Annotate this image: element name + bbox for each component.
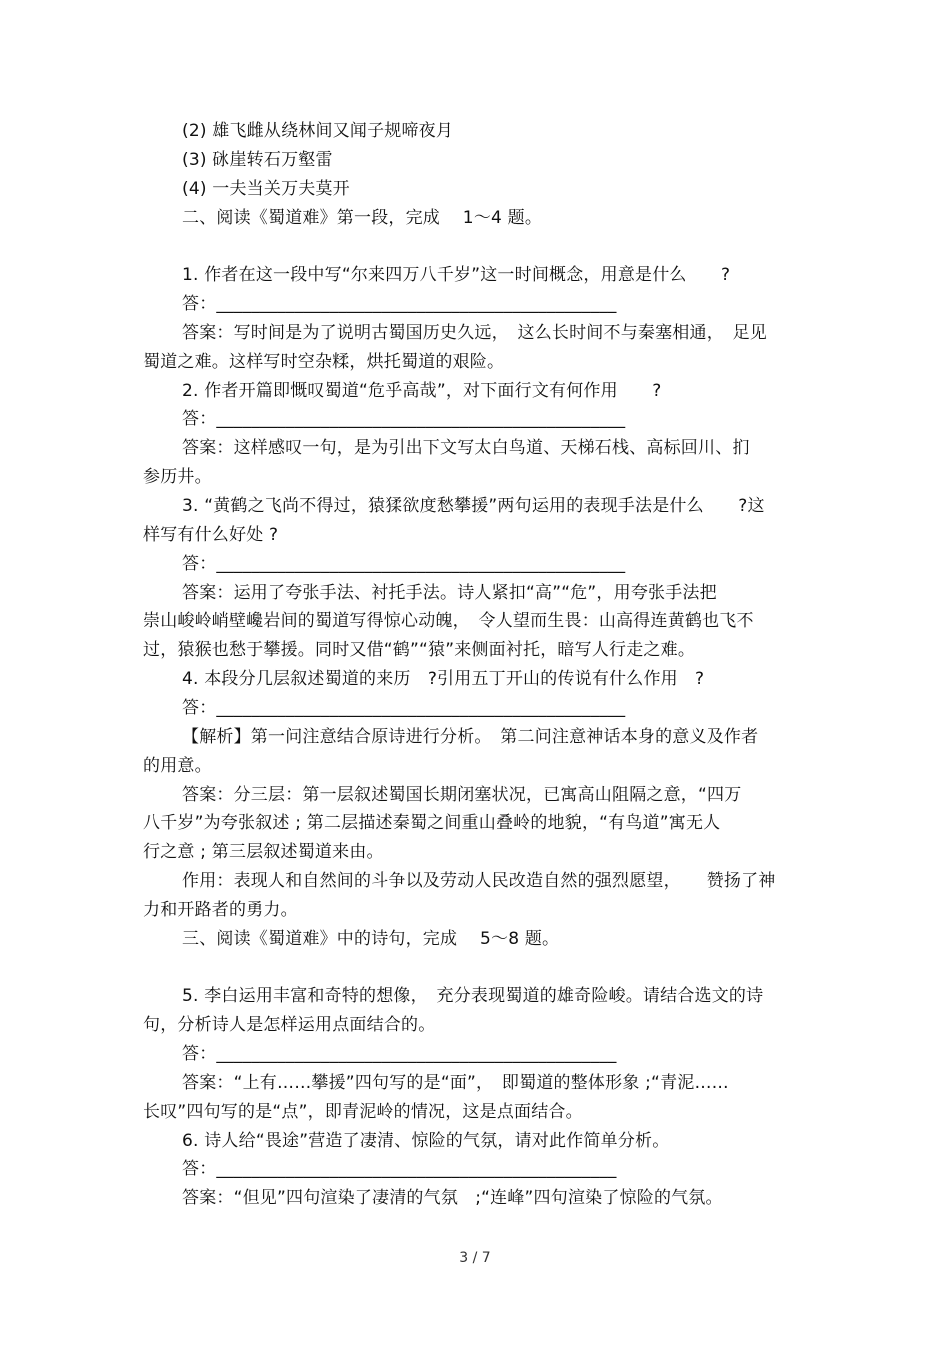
answer-item-3: (3) 砯崖转石万壑雷 — [182, 150, 333, 170]
question-3: 3. “黄鹤之飞尚不得过，猿猱欲度愁攀援”两句运用的表现手法是什么 ?这 — [182, 496, 765, 516]
answer-item-4: (4) 一夫当关万夫莫开 — [182, 179, 350, 199]
answer-blank-1: 答：______________________________________________ — [182, 294, 617, 314]
answer-text-3-cont1: 崇山峻岭峭壁巉岩间的蜀道写得惊心动魄， 令人望而生畏：山高得连黄鹤也飞不 — [143, 611, 754, 631]
question-5-cont: 句，分析诗人是怎样运用点面结合的。 — [143, 1015, 436, 1035]
question-6: 6. 诗人给“畏途”营造了凄清、惊险的气氛，请对此作简单分析。 — [182, 1131, 670, 1151]
answer-text-1: 答案：写时间是为了说明古蜀国历史久远， 这么长时间不与秦塞相通， 足见 — [182, 323, 767, 343]
question-4: 4. 本段分几层叙述蜀道的来历 ?引用五丁开山的传说有什么作用 ? — [182, 669, 705, 689]
answer-text-3-cont2: 过，猿猴也愁于攀援。同时又借“鹤”“猿”来侧面衬托，暗写人行走之难。 — [143, 640, 696, 660]
analysis-4-cont: 的用意。 — [143, 756, 212, 776]
answer-blank-5: 答：______________________________________________ — [182, 1044, 617, 1064]
answer-text-4: 答案：分三层：第一层叙述蜀国长期闭塞状况，已寓高山阻隔之意，“四万 — [182, 785, 742, 805]
question-5: 5. 李白运用丰富和奇特的想像， 充分表现蜀道的雄奇险峻。请结合选文的诗 — [182, 986, 764, 1006]
answer-text-6: 答案：“但见”四句渲染了凄清的气氛 ;“连峰”四句渲染了惊险的气氛。 — [182, 1188, 723, 1208]
answer-item-2: (2) 雄飞雌从绕林间又闻子规啼夜月 — [182, 121, 454, 141]
answer-text-2-cont: 参历井。 — [143, 467, 212, 487]
answer-blank-3: 答：_______________________________________________ — [182, 554, 626, 574]
section-heading-2: 二、阅读《蜀道难》第一段，完成 1～4 题。 — [182, 208, 543, 228]
answer-text-4-cont2: 行之意 ; 第三层叙述蜀道来由。 — [143, 842, 384, 862]
answer-text-4-cont1: 八千岁”为夸张叙述 ; 第二层描述秦蜀之间重山叠岭的地貌，“有鸟道”寓无人 — [143, 813, 721, 833]
question-2: 2. 作者开篇即慨叹蜀道“危乎高哉”，对下面行文有何作用 ? — [182, 381, 662, 401]
answer-text-3: 答案：运用了夸张手法、衬托手法。诗人紧扣“高”“危”，用夸张手法把 — [182, 583, 717, 603]
answer-blank-2: 答：_______________________________________________ — [182, 409, 626, 429]
section-heading-3: 三、阅读《蜀道难》中的诗句，完成 5～8 题。 — [182, 929, 560, 949]
page-number: 3 / 7 — [459, 1250, 491, 1266]
answer-text-2: 答案：这样感叹一句，是为引出下文写太白鸟道、天梯石栈、高标回川、扪 — [182, 438, 750, 458]
answer-text-4-effect-cont: 力和开路者的勇力。 — [143, 900, 298, 920]
answer-blank-6: 答：______________________________________________ — [182, 1159, 617, 1179]
question-3-cont: 样写有什么好处 ? — [143, 525, 279, 545]
answer-text-5: 答案：“上有……攀援”四句写的是“面”， 即蜀道的整体形象 ;“青泥…… — [182, 1073, 729, 1093]
analysis-4: 【解析】第一问注意结合原诗进行分析。 第二问注意神话本身的意义及作者 — [182, 727, 759, 747]
answer-blank-4: 答：_______________________________________________ — [182, 698, 626, 718]
answer-text-4-effect: 作用：表现人和自然间的斗争以及劳动人民改造自然的强烈愿望， 赞扬了神 — [182, 871, 776, 891]
answer-text-5-cont: 长叹”四句写的是“点”，即青泥岭的情况，这是点面结合。 — [143, 1102, 583, 1122]
question-1: 1. 作者在这一段中写“尔来四万八千岁”这一时间概念，用意是什么 ? — [182, 265, 731, 285]
answer-text-1-cont: 蜀道之难。这样写时空杂糅，烘托蜀道的艰险。 — [143, 352, 505, 372]
